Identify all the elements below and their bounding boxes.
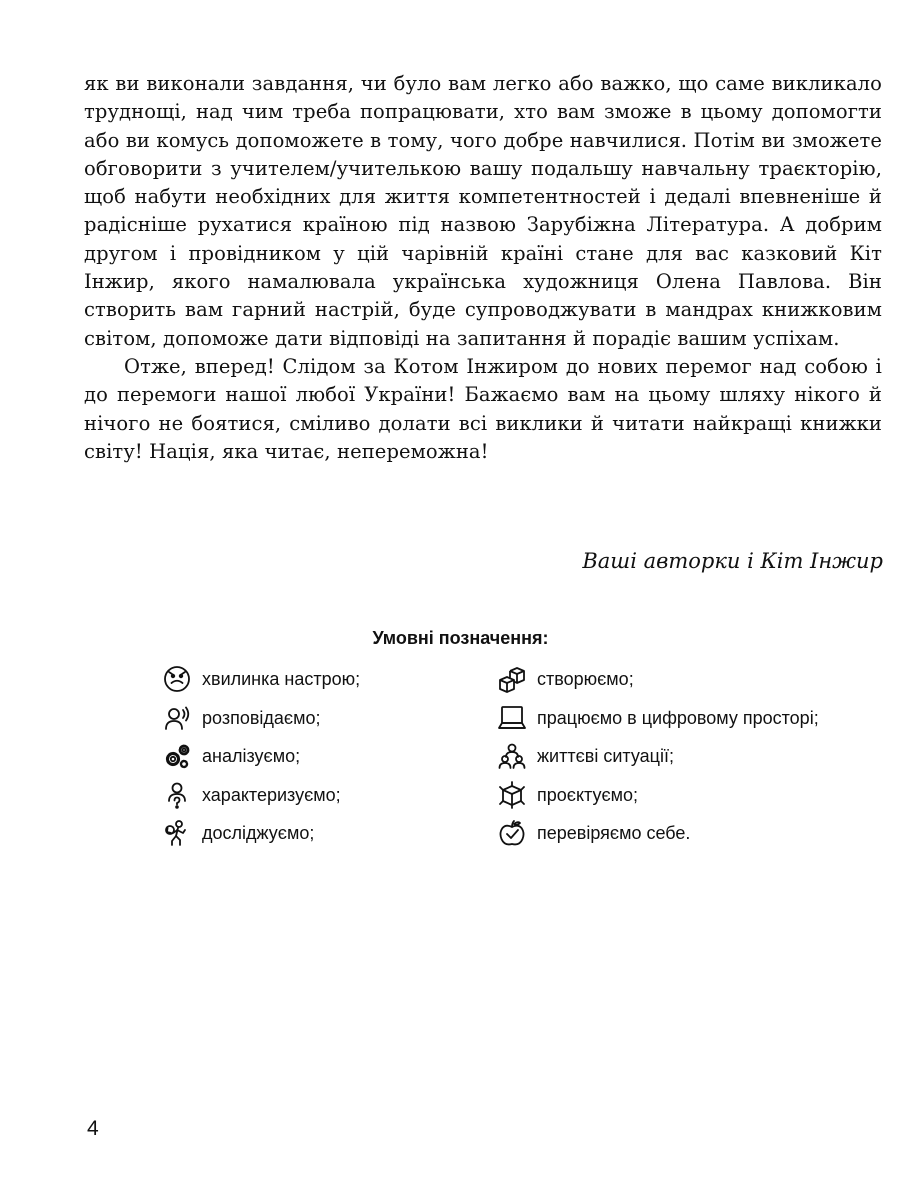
legend-item-characterize <box>162 776 360 815</box>
laptop-icon <box>497 703 527 733</box>
legend-item-research <box>162 814 360 853</box>
smiley-icon <box>162 664 192 694</box>
legend-label: працюємо в цифровому просторі; <box>537 707 819 728</box>
legend-label: розповідаємо; <box>202 707 321 728</box>
legend-label: перевіряємо себе. <box>537 823 691 844</box>
legend-label: характеризуємо; <box>202 784 341 805</box>
person-question-icon <box>162 780 192 810</box>
paragraph-continued: як ви виконали завдання, чи було вам легко або важко, що саме викликало труднощі, над чим треба попрацювати, хто вам зможе в цьому допомогти або ви комусь допоможете в тому, чого добре навчилися. Потім ви зможете обговорити з учителем/учителькою вашу подальшу навчальну траєкторію, щоб набути необхідних для життя компетентностей і дедалі впевненіше й радісніше рухатися країною під назвою Зарубіжна Література. А добрим другом і провідником у цій чарівній країні стане для вас казковий Кіт Інжир, якого намалювала українська художниця Олена Павлова. Він створить вам гарний настрій, буде супроводжувати в мандрах книжковим світом, допоможе дати відповіді на запитання й порадіє вашим успіхам. <box>84 72 882 350</box>
legend-column-left <box>162 660 360 853</box>
legend-label: аналізуємо; <box>202 746 301 767</box>
signature: Ваші авторки і Кіт Інжир <box>582 549 883 573</box>
body-text <box>84 70 882 466</box>
legend-item-digital <box>497 699 819 738</box>
legend-item-mood <box>162 660 360 699</box>
speaking-person-icon <box>162 703 192 733</box>
gears-icon <box>162 741 192 771</box>
people-situation-icon <box>497 741 527 771</box>
legend-column-right <box>497 660 819 853</box>
legend-label: досліджуємо; <box>202 823 315 844</box>
legend-item-create <box>497 660 819 699</box>
legend-label: життєві ситуації; <box>537 746 674 767</box>
apple-check-icon <box>497 818 527 848</box>
legend-label: хвилинка настрою; <box>202 669 361 690</box>
legend-item-self-check <box>497 814 819 853</box>
cubes-icon <box>497 664 527 694</box>
legend-item-telling <box>162 699 360 738</box>
legend-item-situations <box>497 737 819 776</box>
legend-item-project <box>497 776 819 815</box>
construction-cube-icon <box>497 780 527 810</box>
legend-label: проєктуємо; <box>537 784 639 805</box>
legend-item-analyze <box>162 737 360 776</box>
paragraph-closing: Отже, вперед! Слідом за Котом Інжиром до нових перемог над собою і до перемоги нашої любої України! Бажаємо вам на цьому шляху нікого й нічого не боятися, сміливо долати всі виклики й читати найкращі книжки світу! Нація, яка читає, непереможна! <box>84 354 882 463</box>
legend-label: створюємо; <box>537 669 634 690</box>
legend-title: Умовні позначення: <box>372 628 549 648</box>
explorer-magnifier-icon <box>162 818 192 848</box>
page-number: 4 <box>87 1117 99 1140</box>
